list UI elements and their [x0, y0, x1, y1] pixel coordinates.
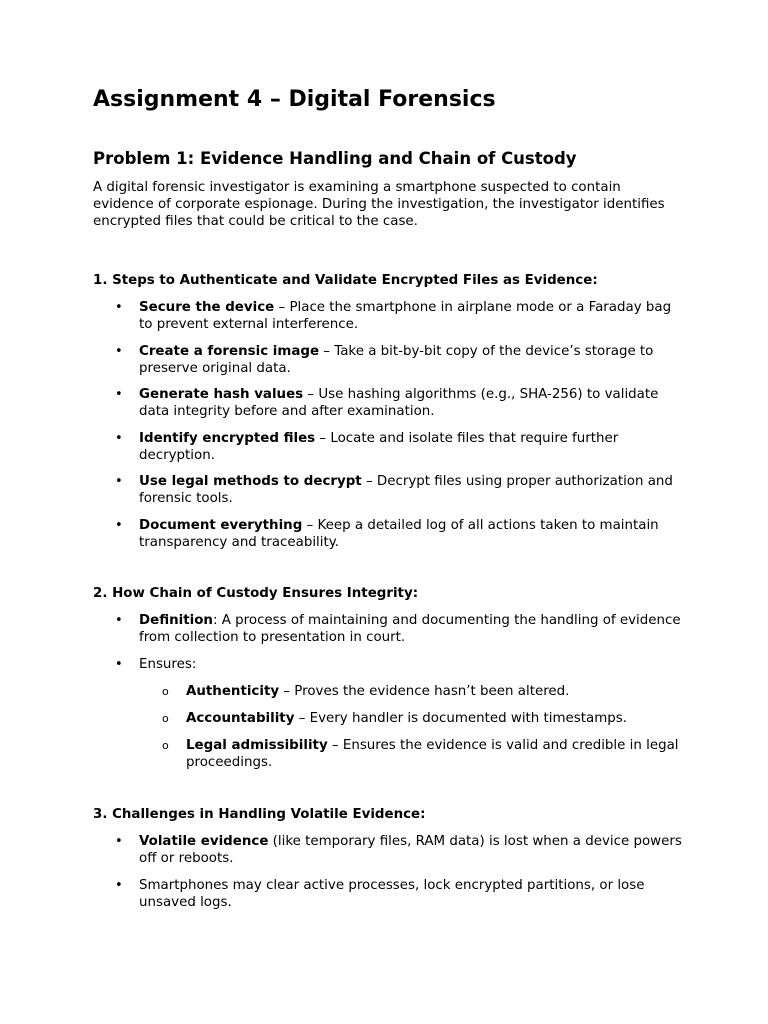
list-item	[93, 343, 683, 377]
bullet-icon: •	[115, 343, 123, 359]
item-text: Smartphones may clear active processes, lock encrypted partitions, or lose unsaved logs.	[139, 877, 645, 910]
item-bold-label: Create a forensic image	[139, 343, 320, 359]
item-text: – Locate and isolate files that require further decryption.	[139, 430, 619, 463]
bullet-icon: •	[115, 517, 123, 533]
item-bold-label: Secure the device	[139, 300, 275, 315]
section-2-list	[93, 612, 683, 673]
item-text: – Decrypt files using proper authorization and forensic tools.	[139, 474, 673, 506]
list-item	[93, 833, 683, 867]
bullet-icon: •	[115, 474, 123, 489]
list-item	[93, 656, 683, 673]
item-text: – Place the smartphone in airplane mode or a Faraday bag to prevent external interference.	[139, 300, 672, 332]
section-3	[93, 806, 683, 911]
bullet-icon: •	[115, 430, 123, 446]
document-page	[93, 86, 683, 230]
document-title: Assignment 4 – Digital Forensics	[93, 87, 496, 112]
ensures-label: Ensures:	[139, 656, 197, 672]
section-1-list	[93, 299, 683, 551]
section-2-sublist	[93, 683, 683, 771]
section-1-heading: 1. Steps to Authenticate and Validate Encrypted Files as Evidence:	[93, 273, 598, 288]
sub-bullet-icon: o	[162, 684, 169, 698]
sub-bullet-icon: o	[162, 711, 169, 725]
item-text: – Take a bit-by-bit copy of the device’s storage to preserve original data.	[139, 343, 654, 376]
list-item	[93, 612, 683, 646]
bullet-icon: •	[115, 387, 123, 402]
section-3-heading: 3. Challenges in Handling Volatile Evidence:	[93, 807, 426, 822]
sub-list-item	[93, 737, 683, 771]
item-text: (like temporary files, RAM data) is lost when a device powers off or reboots.	[139, 834, 682, 866]
sub-bullet-icon: o	[162, 738, 169, 752]
item-text: – Use hashing algorithms (e.g., SHA-256) to validate data integrity before and after examination.	[139, 387, 659, 419]
item-text: – Proves the evidence hasn’t been altered.	[279, 683, 570, 699]
item-text: – Every handler is documented with timestamps.	[294, 710, 627, 726]
item-bold-label: Legal admissibility	[186, 737, 328, 753]
list-item	[93, 877, 683, 911]
item-bold-label: Generate hash values	[139, 387, 304, 402]
list-item	[93, 299, 683, 333]
bullet-icon: •	[115, 834, 123, 849]
item-bold-label: Accountability	[186, 710, 295, 726]
item-text: : A process of maintaining and documenting the handling of evidence from collection to presentation in court.	[139, 613, 681, 645]
section-1	[93, 272, 683, 551]
intro-paragraph: A digital forensic investigator is examining a smartphone suspected to contain evidence of corporate espionage. During the investigation, the investigator identifies encrypted files that could be critical to the case.	[93, 180, 665, 229]
list-item	[93, 430, 683, 464]
sub-list-item	[93, 683, 683, 700]
list-item	[93, 517, 683, 551]
item-bold-label: Definition	[139, 613, 213, 628]
section-2-heading: 2. How Chain of Custody Ensures Integrity:	[93, 586, 419, 601]
bullet-icon: •	[115, 300, 123, 315]
bullet-icon: •	[115, 613, 123, 628]
item-bold-label: Identify encrypted files	[139, 430, 316, 446]
item-bold-label: Authenticity	[186, 683, 280, 699]
list-item	[93, 386, 683, 420]
item-text: – Keep a detailed log of all actions taken to maintain transparency and traceability.	[139, 517, 659, 550]
item-text: – Ensures the evidence is valid and credible in legal proceedings.	[186, 737, 679, 770]
section-2	[93, 585, 683, 771]
section-3-list	[93, 833, 683, 911]
item-bold-label: Use legal methods to decrypt	[139, 474, 362, 489]
bullet-icon: •	[115, 656, 123, 672]
bullet-icon: •	[115, 877, 123, 893]
list-item	[93, 473, 683, 507]
problem-title: Problem 1: Evidence Handling and Chain of Custody	[93, 149, 577, 168]
item-bold-label: Volatile evidence	[139, 834, 269, 849]
sub-list-item	[93, 710, 683, 727]
item-bold-label: Document everything	[139, 517, 303, 533]
